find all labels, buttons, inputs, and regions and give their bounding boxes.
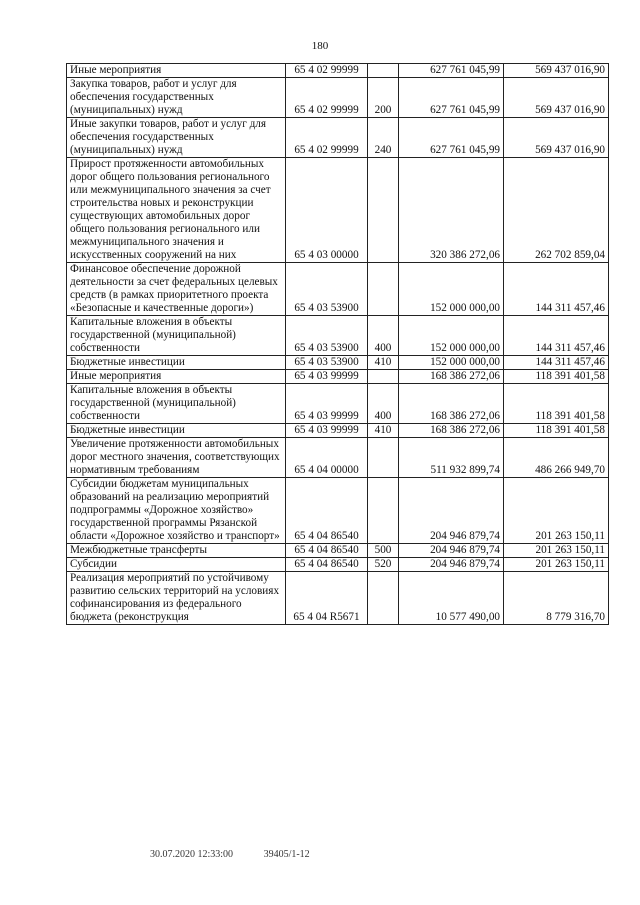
row-name: Капитальные вложения в объекты государственной (муниципальной) собственности [67, 316, 286, 356]
row-expense-type [368, 370, 399, 384]
row-name: Иные мероприятия [67, 370, 286, 384]
row-amount-1: 168 386 272,06 [399, 384, 504, 424]
row-amount-2: 201 263 150,11 [504, 478, 609, 544]
row-code: 65 4 02 99999 [286, 64, 368, 78]
row-amount-1: 168 386 272,06 [399, 424, 504, 438]
row-amount-1: 627 761 045,99 [399, 118, 504, 158]
row-amount-2: 144 311 457,46 [504, 316, 609, 356]
row-code: 65 4 03 99999 [286, 424, 368, 438]
row-expense-type [368, 64, 399, 78]
row-amount-1: 627 761 045,99 [399, 78, 504, 118]
row-expense-type: 200 [368, 78, 399, 118]
row-code: 65 4 03 53900 [286, 356, 368, 370]
row-code: 65 4 04 86540 [286, 478, 368, 544]
table-row [67, 544, 609, 558]
row-amount-2: 118 391 401,58 [504, 424, 609, 438]
row-code: 65 4 03 99999 [286, 384, 368, 424]
row-code: 65 4 04 86540 [286, 544, 368, 558]
row-amount-2: 569 437 016,90 [504, 78, 609, 118]
table-row [67, 64, 609, 78]
table-row [67, 558, 609, 572]
table-row [67, 424, 609, 438]
row-name: Иные закупки товаров, работ и услуг для обеспечения государственных (муниципальных) нужд [67, 118, 286, 158]
row-amount-1: 152 000 000,00 [399, 356, 504, 370]
row-code: 65 4 03 53900 [286, 316, 368, 356]
row-amount-1: 204 946 879,74 [399, 478, 504, 544]
row-name: Иные мероприятия [67, 64, 286, 78]
row-amount-2: 144 311 457,46 [504, 263, 609, 316]
budget-table [66, 63, 609, 625]
row-amount-1: 152 000 000,00 [399, 316, 504, 356]
table-row [67, 158, 609, 263]
table-row [67, 438, 609, 478]
row-amount-1: 152 000 000,00 [399, 263, 504, 316]
row-name: Капитальные вложения в объекты государственной (муниципальной) собственности [67, 384, 286, 424]
table-row [67, 572, 609, 625]
table-row [67, 370, 609, 384]
row-name: Закупка товаров, работ и услуг для обеспечения государственных (муниципальных) нужд [67, 78, 286, 118]
footer-doc-id: 39405/1-12 [263, 849, 310, 860]
row-amount-2: 118 391 401,58 [504, 384, 609, 424]
row-code: 65 4 04 86540 [286, 558, 368, 572]
row-amount-2: 486 266 949,70 [504, 438, 609, 478]
row-code: 65 4 04 00000 [286, 438, 368, 478]
row-expense-type [368, 478, 399, 544]
row-amount-2: 201 263 150,11 [504, 544, 609, 558]
row-amount-2: 569 437 016,90 [504, 118, 609, 158]
row-amount-1: 168 386 272,06 [399, 370, 504, 384]
table-row [67, 356, 609, 370]
row-amount-2: 144 311 457,46 [504, 356, 609, 370]
row-expense-type: 410 [368, 356, 399, 370]
row-name: Увеличение протяженности автомобильных дорог местного значения, соответствующих нормативным требованиям [67, 438, 286, 478]
page-number: 180 [311, 40, 329, 52]
row-name: Субсидии [67, 558, 286, 572]
table-row [67, 263, 609, 316]
row-amount-1: 10 577 490,00 [399, 572, 504, 625]
row-amount-1: 204 946 879,74 [399, 558, 504, 572]
row-amount-1: 320 386 272,06 [399, 158, 504, 263]
row-amount-2: 262 702 859,04 [504, 158, 609, 263]
table-row [67, 78, 609, 118]
row-name: Межбюджетные трансферты [67, 544, 286, 558]
row-code: 65 4 02 99999 [286, 78, 368, 118]
budget-table-body [67, 64, 609, 625]
row-amount-1: 204 946 879,74 [399, 544, 504, 558]
row-name: Прирост протяженности автомобильных дорог общего пользования регионального или межмуниципального значения за счет строительства новых и реконструкции существующих автомобильных дорог общего пользования регионального или межмуниципального значения и искусственных сооружений на них [67, 158, 286, 263]
row-expense-type: 500 [368, 544, 399, 558]
row-expense-type [368, 438, 399, 478]
table-row [67, 316, 609, 356]
row-code: 65 4 04 R5671 [286, 572, 368, 625]
row-amount-2: 201 263 150,11 [504, 558, 609, 572]
row-code: 65 4 03 99999 [286, 370, 368, 384]
row-expense-type [368, 263, 399, 316]
row-code: 65 4 03 53900 [286, 263, 368, 316]
row-code: 65 4 03 00000 [286, 158, 368, 263]
row-amount-2: 8 779 316,70 [504, 572, 609, 625]
table-row [67, 384, 609, 424]
row-name: Финансовое обеспечение дорожной деятельности за счет федеральных целевых средств (в рамках приоритетного проекта «Безопасные и качественные дороги») [67, 263, 286, 316]
table-row [67, 118, 609, 158]
document-footer [150, 849, 338, 860]
row-name: Бюджетные инвестиции [67, 356, 286, 370]
row-code: 65 4 02 99999 [286, 118, 368, 158]
row-expense-type: 520 [368, 558, 399, 572]
row-expense-type: 400 [368, 384, 399, 424]
row-name: Бюджетные инвестиции [67, 424, 286, 438]
row-amount-2: 118 391 401,58 [504, 370, 609, 384]
row-expense-type: 240 [368, 118, 399, 158]
row-expense-type [368, 572, 399, 625]
row-amount-2: 569 437 016,90 [504, 64, 609, 78]
row-amount-1: 627 761 045,99 [399, 64, 504, 78]
row-amount-1: 511 932 899,74 [399, 438, 504, 478]
row-name: Реализация мероприятий по устойчивому развитию сельских территорий на условиях софинансирования из федерального бюджета (реконструкция [67, 572, 286, 625]
table-row [67, 478, 609, 544]
row-name: Субсидии бюджетам муниципальных образований на реализацию мероприятий подпрограммы «Дорожное хозяйство» государственной программы Рязанской области «Дорожное хозяйство и транспорт» [67, 478, 286, 544]
footer-datetime: 30.07.2020 12:33:00 [150, 849, 234, 860]
row-expense-type [368, 158, 399, 263]
row-expense-type: 410 [368, 424, 399, 438]
row-expense-type: 400 [368, 316, 399, 356]
